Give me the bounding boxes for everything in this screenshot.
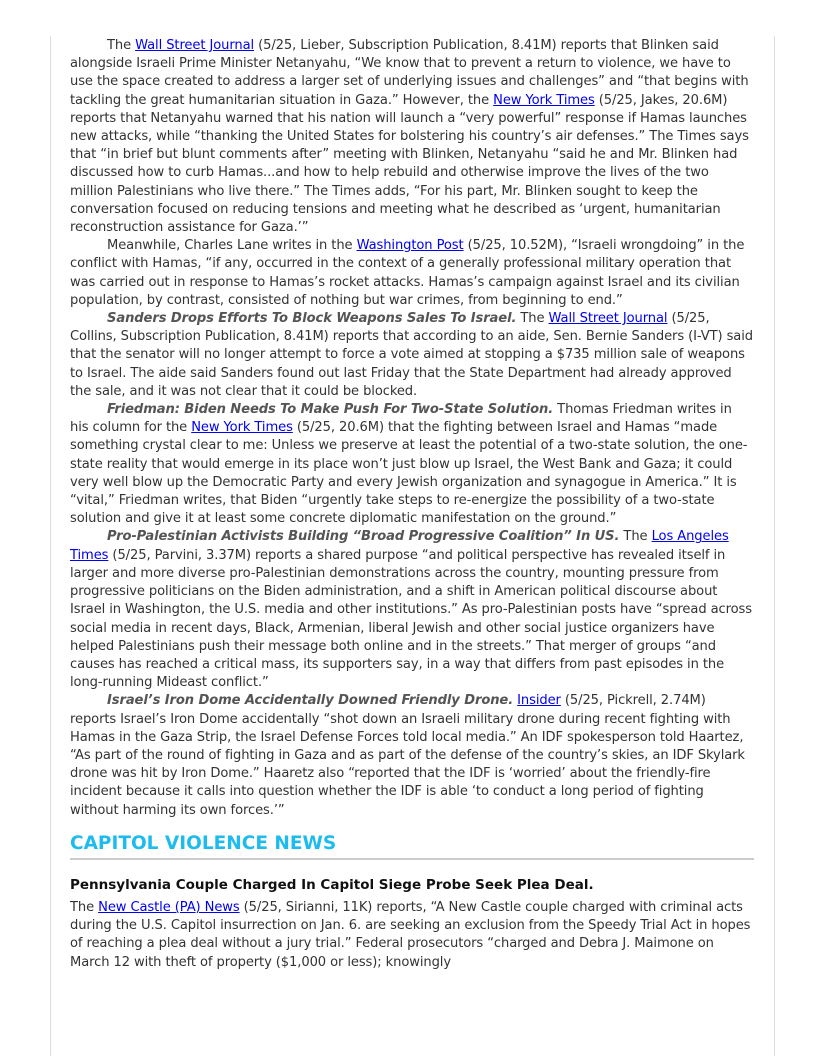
text: (5/25, Jakes, 20.6M) reports that Netanyahu warned that his nation will launch a “very powerful” response if Hamas launches new attacks, while “thanking the United States for bolstering his country’s air defenses.” The Times says that “in brief but blunt comments after” meeting with Blinken, Netanyahu “said he and Mr. Blinken had discussed how to curb Hamas...and how to help rebuild and otherwise improve the lives of the two million Palestinians who live there.” The Times adds, “For his part, Mr. Blinken sought to keep the conversation focused on reducing tensions and meeting what he described as ‘urgent, humanitarian reconstruction assistance for Gaza.’” — [70, 92, 749, 236]
article-pro-palestinian — [70, 528, 754, 692]
text: (5/25, Pickrell, 2.74M) reports Israel’s Iron Dome accidentally “shot down an Israeli military drone during recent fighting with Hamas in the Gaza Strip, the Israel Defense Forces told local media.” An IDF spokesperson told Haartez, “As part of the round of fighting in Gaza and as part of the defense of the country’s skies, an IDF Skylark drone was hit by Iron Dome.” Haaretz also “reported that the IDF is ‘worried’ about the friendly-fire incident because it calls into question whether the IDF is able ‘to conduct a long period of fighting without harming its own forces.’” — [70, 693, 745, 818]
section-heading: CAPITOL VIOLENCE NEWS — [70, 832, 754, 860]
article-headline: Israel’s Iron Dome Accidentally Downed Friendly Drone. — [107, 693, 514, 709]
text: (5/25, Lieber, Subscription Publication, 8.41M) reports that Blinken said alongside Israeli Prime Minister Netanyahu, “We know that to prevent a return to violence, we have to use the space created to address a larger set of underlying issues and challenges” and “that begins with tackling the great humanitarian situation in Gaza.” However, the — [70, 38, 749, 108]
paragraph-blinken-netanyahu — [70, 37, 754, 237]
text: (5/25, Collins, Subscription Publication, 8.41M) reports that according to an aide, Sen. Bernie Sanders (I-VT) said that the senator will no longer attempt to force a vote aimed at stopping a $735 million sale of weapons to Israel. The aide said Sanders found out last Friday that the State Department had already approved the sale, and it was not clear that it could be blocked. — [70, 311, 753, 399]
text: Meanwhile, Charles Lane writes in the — [107, 238, 357, 254]
link-new-york-times[interactable]: New York Times — [191, 420, 293, 436]
link-new-castle-news[interactable]: New Castle (PA) News — [98, 899, 240, 915]
link-los-angeles-times[interactable]: Los Angeles Times — [70, 529, 729, 563]
article-headline: Friedman: Biden Needs To Make Push For Two-State Solution. — [107, 402, 554, 418]
link-wall-street-journal[interactable]: Wall Street Journal — [548, 311, 668, 327]
newsletter-body — [70, 37, 754, 972]
link-new-york-times[interactable]: New York Times — [493, 92, 595, 108]
text: (5/25, 20.6M) that the fighting between Israel and Hamas “made something crystal clear to me: Unless we preserve at least the potential of a two-state solution, the one-state reality that would emerge in its place won’t just blow up Israel, the West Bank and Gaza; it could very well blow up the Democratic Party and every Jewish organization and synagogue in America.” It is “vital,” Friedman writes, that Biden “urgently take steps to re-energize the possibility of a two-state solution and give it at least some concrete diplomatic manifestation on the ground.” — [70, 420, 748, 527]
text: (5/25, Sirianni, 11K) reports, “A New Castle couple charged with criminal acts during the U.S. Capitol insurrection on Jan. 6. are seeking an exclusion from the Speedy Trial Act in hopes of reaching a plea deal without a jury trial.” Federal prosecutors “charged and Debra J. Maimone on March 12 with theft of property ($1,000 or less); knowingly — [70, 899, 751, 970]
paragraph-charles-lane — [70, 237, 754, 310]
text: Thomas Friedman writes in his column for the — [70, 402, 732, 436]
article-capitol-couple — [70, 899, 754, 972]
text: (5/25, Parvini, 3.37M) reports a shared purpose “and political perspective has revealed itself in larger and more diverse pro-Palestinian demonstrations across the country, mounting pressure from progressive politicians on the Biden administration, and a shift in American political discourse about Israel in Washington, the U.S. media and other institutions.” As pro-Palestinian posts have “spread across social media in recent days, Black, Armenian, liberal Jewish and other social justice organizers have helped Palestinians push their message both online and in the streets.” That merger of groups “and causes has reached a critical mass, its supporters say, in a way that differs from past episodes in the long-running Mideast conflict.” — [70, 547, 752, 691]
text: (5/25, 10.52M), “Israeli wrongdoing” in the conflict with Hamas, “if any, occurred in the context of a generally professional military operation that was carried out in response to Hamas’s rocket attacks. Hamas’s campaign against Israel and its civilian population, by contrast, consisted of nothing but war crimes, from beginning to end.” — [70, 238, 745, 308]
article-headline: Sanders Drops Efforts To Block Weapons Sales To Israel. — [107, 311, 517, 327]
article-friedman — [70, 401, 754, 528]
text: The — [516, 311, 549, 327]
link-wall-street-journal[interactable]: Wall Street Journal — [135, 38, 255, 53]
article-sanders — [70, 310, 754, 401]
article-headline: Pro-Palestinian Activists Building “Broad Progressive Coalition” In US. — [107, 529, 620, 545]
link-insider[interactable]: Insider — [517, 693, 561, 709]
article-title: Pennsylvania Couple Charged In Capitol Siege Probe Seek Plea Deal. — [70, 876, 594, 893]
text: The — [107, 38, 136, 53]
text: The — [619, 529, 652, 545]
text: The — [70, 899, 99, 915]
link-washington-post[interactable]: Washington Post — [356, 238, 464, 254]
article-iron-dome — [70, 692, 754, 819]
